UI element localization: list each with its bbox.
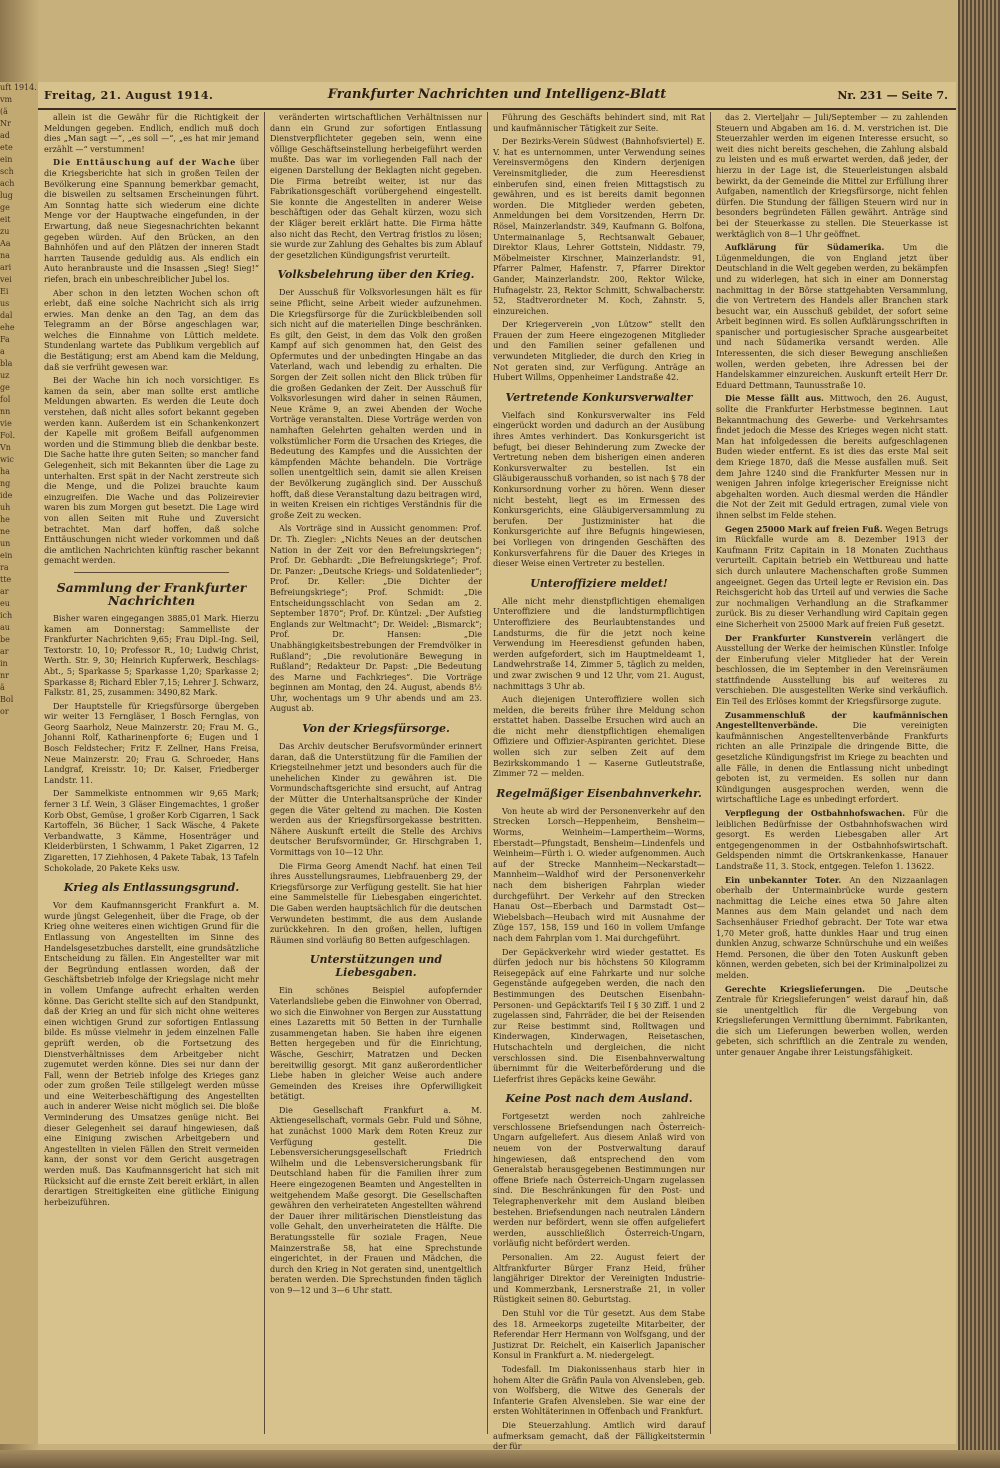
stub-line: dal: [0, 311, 13, 320]
article-text: Der Bezirks-Verein Südwest (Bahnhofsviertel) E. V. hat es unternommen, unter Verwendung seines Vereinsvermögens den Kindern derjenigen Vereinsmitglieder, die zum Heeresdienst einberufen sind, einen freien Mittagstisch zu gewähren, und es ist bereits damit begonnen worden. Die Mitglieder werden gebeten, Anmeldungen bei dem Vorsitzenden, Herrn Dr. Rösel, Mainzerlandstr. 349, Kaufmann G. Bolfona, Untermainanlage 5, Rechtsanwalt Gebauer, Direktor Klaus, Lehrer Gottstein, Niddastr. 79, Möbelmeister Kirschner, Mainzerlandstr. 91, Pfarrer Palmer, Hafenstr. 7, Pfarrer Direktor Gander, Mainzerlandstr. 200, Rektor Wilcke, Hufnagelstr. 23, Rektor Schmitt, Schwalbacherstr. 52, Stadtverordneter M. Koch, Zahnstr. 5, einzureichen.: [493, 136, 705, 316]
article-text: Fortgesetzt werden noch zahlreiche verschlossene Briefsendungen nach Österreich-Ungarn aufgeliefert. Aus diesem Anlaß wird von neuem von der Postverwaltung darauf hingewiesen, daß entsprechend den vom Generalstab herausgegebenen Bestimmungen nur offene Briefe nach Österreich-Ungarn zugelassen sind. Die Beschränkungen für den Post- und Telegraphenverkehr mit dem Ausland bleiben bestehen. Briefsendungen nach neutralen Ländern werden nur befördert, wenn sie offen aufgeliefert werden, ausschließlich Österreich-Ungarn, vorläufig nicht befördert werden.: [493, 1111, 705, 1249]
newspaper-page: [38, 82, 956, 1452]
page-number: Nr. 231 — Seite 7.: [837, 89, 948, 102]
column-rule: [487, 112, 488, 1434]
stub-line: nn: [0, 407, 11, 416]
article-text: Bisher waren eingegangen 3885,01 Mark. Hierzu kamen am Donnerstag: Sammelliste der Frankfurter Nachrichten 9,65; Frau Dipl.-Ing. Seil, Textorstr. 10, 10; Professor R., 10; Ludwig Christ, Werth. Str. 9, 30; Heinrich Kupferwerk, Beschlags-Abt., 5; Sparkasse 5; Sparkasse 1,20; Sparkasse 2; Sparkasse 8; Richard Ebler 7,15; Lehrer J. Schwarz, Falkstr. 81, 25, zusammen: 3490,82 Mark.: [44, 612, 259, 698]
issue-date: Freitag, 21. August 1914.: [44, 89, 214, 102]
article-text: Die Steuerzahlung. Amtlich wird darauf aufmerksam gemacht, daß der Fälligkeitstermin der für: [493, 1419, 705, 1452]
article-text: [44, 157, 259, 284]
article-text: Von heute ab wird der Personenverkehr auf den Strecken Lorsch—Heppenheim, Bensheim—Worms, Weinheim—Lampertheim—Worms, Eberstadt—Pfungstadt, Bensheim—Lindenfels und Weinheim—Fürth i. O. wieder aufgenommen. Auch auf der Strecke Mannheim—Neckarstadt—Mannheim—Waldhof wird der Personenverkehr nach dem bisherigen Fahrplan wieder durchgeführt. Der Verkehr auf den Strecken Hanau Ost—Eberbach und Darmstadt Ost—Wiebelsbach—Heubach wird mit Ausnahme der Züge 157, 158, 159 und 160 in vollem Umfange nach dem Fahrplan vom 1. Mai durchgeführt.: [493, 805, 705, 943]
column-2: [270, 112, 482, 1436]
stub-line: ete: [0, 143, 13, 152]
stub-line: ein: [0, 551, 13, 560]
article-text: das 2. Vierteljahr — Juli/September — zu zahlenden Steuern und Abgaben am 16. d. M. verstrichen ist. Die Steuerzahler werden im eigenen Interesse ersucht, so weit dies nicht bereits geschehen, die Zahlung alsbald zu leisten und es muß erwartet werden, daß jeder, der hierzu in der Lage ist, die Steuerleistungen alsbald bewirkt, da der Gemeinde die Mittel zur Erfüllung ihrer Aufgaben, namentlich der Kriegsfürsorge, nicht fehlen dürfen. Die Stundung der fälligen Steuern wird nur in besonders begründeten Fällen gewährt. Anträge sind bei der Steuerkasse zu stellen. Die Steuerkasse ist werktäglich von 8—1 Uhr geöffnet.: [716, 112, 948, 239]
article-lead: Ein unbekannter Toter.: [725, 874, 842, 885]
stub-line: ar: [0, 587, 9, 596]
article-text: An den Nizzaanlagen oberhalb der Untermainbrücke wurde gestern nachmittag die Leiche eines etwa 50 Jahre alten Mannes aus dem Main gelandet und nach dem Sachsenhäuser Friedhof gebracht. Der Tote war etwa 1,70 Meter groß, hatte dunkles Haar und trug einen dunklen Anzug, schwarze Schnürschuhe und ein weißes Hemd. Personen, die über den Toten Auskunft geben können, werden gebeten, sich bei der Kriminalpolizei zu melden.: [716, 874, 948, 980]
article-text: Die vereinigten kaufmännischen Angestelltenverbände Frankfurts richten an alle Prinzipale die dringende Bitte, die gesetzliche Kündigungsfrist im Kriege zu beachten und alle Fälle, in denen die Entlassung nicht unbedingt geboten ist, zu vermeiden. Es sollen nur dann Kündigungen ausgesprochen werden, wenn die wirtschaftliche Lage es unbedingt erfordert.: [716, 720, 948, 805]
stub-line: ge: [0, 383, 10, 392]
column-4: [716, 112, 948, 1436]
stub-line: vei: [0, 275, 12, 284]
stub-line: ad: [0, 131, 10, 140]
stub-line: ä: [0, 683, 5, 692]
stub-line: Vn: [0, 443, 11, 452]
article-lead: Gegen 25000 Mark auf freien Fuß.: [725, 523, 883, 534]
stub-line: ge: [0, 203, 10, 212]
stub-line: eit: [0, 215, 11, 224]
article-text: [716, 984, 948, 1058]
stub-line: bla: [0, 359, 13, 368]
headline: Unterstützungen und Liebesgaben.: [309, 953, 443, 980]
article-text: Alle nicht mehr dienstpflichtigen ehemaligen Unteroffiziere und die landsturmpflichtigen Unteroffiziere des Beurlaubtenstandes und Landsturms, die für die jetzt noch keine Verwendung im Heeresdienst gefunden haben, werden aufgefordert, sich im Hauptmeldeamt 1, Landwehrstraße 14, Zimmer 5, täglich zu melden, und zwar zwischen 9 und 12 Uhr, vom 21. August, nachmittags 3 Uhr ab.: [493, 595, 705, 691]
article-text: Ein schönes Beispiel aufopfernder Vaterlandsliebe geben die Einwohner von Oberrad, wo sich die Einwohner von Bergen zur Ausstattung eines Lazaretts mit 50 Betten in der Turnhalle zusammengetan haben. Sie haben ihre eigenen Betten hergegeben und für die Einrichtung, Wäsche, Geschirr, Matratzen und Decken bereitwillig gesorgt. Mit ganz außerordentlicher Liebe haben in gleicher Weise auch andere Gemeinden des Kreises ihre Opferwilligkeit betätigt.: [270, 985, 482, 1102]
stub-line: uh: [0, 503, 11, 512]
column-rule: [710, 112, 711, 1434]
stub-line: us: [0, 299, 10, 308]
column-rule: [264, 112, 265, 1434]
stub-line: ra: [0, 563, 9, 572]
stub-line: zu: [0, 227, 10, 236]
article-text: verlängert die Ausstellung der Werke der heimischen Künstler. Infolge der Einberufung vieler Mitglieder hat der Verein beschlossen, die im September in den Vereinsräumen stattfindende Ausstellung bis auf weiteres zu verschieben. Die ausgestellten Werke sind verkäuflich. Ein Teil des Erlöses kommt der Kriegsfürsorge zugute.: [716, 632, 948, 707]
article-text: Vor dem Kaufmannsgericht Frankfurt a. M. wurde jüngst Gelegenheit, über die Frage, ob der Krieg ohne weiteres einen wichtigen Grund für die Entlassung von Angestellten im Sinne des Handelsgesetzbuches darstellt, eine grundsätzliche Entscheidung zu fällen. Ein Angestellter war mit der Begründung entlassen worden, daß der Geschäftsbetrieb infolge der Kriegslage nicht mehr in vollem Umfange aufrecht erhalten werden könne. Das Gericht stellte sich auf den Standpunkt, daß der Krieg an und für sich nicht ohne weiteres einen wichtigen Grund zur sofortigen Entlassung bilde. Es müsse vielmehr in jedem einzelnen Falle geprüft werden, ob die Fortsetzung des Dienstverhältnisses dem Arbeitgeber nicht zugemutet werden könne. Dies sei nur dann der Fall, wenn der Betrieb infolge des Krieges ganz oder zum großen Teile stillgelegt werden müsse und eine Weiterbeschäftigung des Angestellten auch in anderer Weise nicht möglich sei. Die bloße Verminderung des Umsatzes genüge nicht. Bei dieser Gelegenheit sei darauf hingewiesen, daß eine Einigung zwischen Arbeitgebern und Angestellten in vielen Fällen den Streit vermeiden kann, der sonst vor dem Gericht ausgetragen werden muß. Das Kaufmannsgericht hat sich mit Rücksicht auf die ernste Zeit bereit erklärt, in allen derartigen Streitigkeiten eine gütliche Einigung herbeizuführen.: [44, 900, 259, 1207]
stub-line: lug: [0, 191, 13, 200]
stub-line: tte: [0, 575, 12, 584]
stub-line: Ei: [0, 287, 9, 296]
stub-line: ach: [0, 179, 15, 188]
stub-line: Aa: [0, 239, 11, 248]
article-text: Für die leiblichen Bedürfnisse der Ostbahnhofswachen wird gesorgt. Es werden Liebesgaben aller Art entgegengenommen in der Ostbahnhofswirtschaft. Geldspenden nimmt die Ortskrankenkasse, Hanauer Landstraße 11, 3. Stock, entgegen. Telefon 1. 13622.: [716, 808, 948, 871]
article-text: über die Kriegsberichte hat sich in großen Teilen der Bevölkerung eine Spannung bemerkbar gemacht, die bisweilen zu seltsamen Erscheinungen führt. Am Sonntag hatte sich wiederum eine dichte Menge vor der Hauptwache eingefunden, in der Erwartung, daß neue Siegesnachrichten bekannt gegeben würden. Auf den Brücken, an den Bahnhöfen und auf den Plätzen der inneren Stadt harrten Tausende geduldig aus. Als endlich ein Auto heranbrauste und die Insassen „Sieg! Sieg!“ riefen, brach ein unbeschreiblicher Jubel los.: [44, 157, 260, 284]
article-lead: Aufklärung für Südamerika.: [725, 242, 885, 253]
stub-line: Fa: [0, 335, 10, 344]
article-lead: Der Frankfurter Kunstverein: [725, 632, 872, 643]
article-text: Führung des Geschäfts behindert sind, mit Rat und kaufmännischer Tätigkeit zur Seite.: [493, 112, 705, 133]
stub-line: or: [0, 707, 9, 716]
stub-line: wic: [0, 455, 14, 464]
headline: Regelmäßiger Eisenbahnverkehr.: [496, 786, 702, 800]
headline: Sammlung der Frankfurter Nachrichten: [56, 579, 247, 608]
stub-line: un: [0, 539, 11, 548]
stub-line: uz: [0, 371, 10, 380]
article-text: [716, 393, 948, 520]
article-text: Vielfach sind Konkursverwalter ins Feld eingerückt worden und dadurch an der Ausübung ihres Amtes verhindert. Das Konkursgericht ist befugt, bei dieser Behinderung zum Zwecke der Vertretung neben dem bisherigen einen anderen Konkursverwalter zu bestellen. Ist ein Gläubigerausschuß vorhanden, so ist nach § 78 der Konkursordnung vorher zu hören. Wenn dieser nicht besteht, liegt es im Ermessen des Konkursgerichts, eine Gläubigerversammlung zu berufen. Der Justizminister hat die Konkursgerichte auf ihre Befugnis hingewiesen, bei Vorliegen von dringenden Geschäften des Konkursverfahrens für die Dauer des Krieges in dieser Weise einen Vertreter zu bestellen.: [493, 409, 705, 569]
divider: [74, 572, 229, 573]
stub-line: (ä: [0, 107, 8, 116]
headline: Volksbelehrung über den Krieg.: [277, 268, 475, 282]
article-text: Der Gepäckverkehr wird wieder gestattet. Es dürfen jedoch nur bis höchstens 50 Kilogramm Reisegepäck auf eine Fahrkarte und nur solche Gegenstände aufgegeben werden, die nach den Bestimmungen des Deutschen Eisenbahn-Personen- und Gepäcktarifs Teil I § 30 Ziff. 1 und 2 zugelassen sind, Fahrräder, die bei der Reisenden zur Reise bestimmt sind, Rolltwagen und Kinderwagen, Kinderwagen, Reisetaschen, Hutschachteln und dergleichen, die nicht verschlossen sind. Die Eisenbahnverwaltung übernimmt für die Weiterbeförderung und die Lieferfrist ihres Gepäcks keine Gewähr.: [493, 946, 705, 1084]
stub-line: Bol: [0, 695, 14, 704]
article-text: [716, 524, 948, 630]
newspaper-title: Frankfurter Nachrichten und Intelligenz-Blatt: [327, 87, 667, 102]
page-edges: [958, 0, 1000, 1468]
article-text: Den Stuhl vor die Tür gesetzt. Aus dem Stabe des 18. Armeekorps zugeteilte Mitarbeiter, der Referendar Herr Hermann von Wolfsgang, und der Justizrat Dr. Reichelt, ein Kaiserlich Japanischer Konsul in Frankfurt a. M. niedergelegt.: [493, 1307, 705, 1361]
stub-line: ha: [0, 467, 10, 476]
stub-line: vm: [0, 95, 13, 104]
article-text: Auch diejenigen Unteroffiziere wollen sich melden, die bereits früher ihre Meldung schon erstattet haben. Dasselbe Ersuchen wird auch an die nicht mehr dienstpflichtigen ehemaligen Offiziere und Offizier-Aspiranten gerichtet. Diese wollen sich zur selben Zeit auf dem Bezirkskommando 1 — Kaserne Gutleutstraße, Zimmer 72 — melden.: [493, 694, 705, 779]
stub-line: nr: [0, 671, 9, 680]
stub-line: ich: [0, 611, 13, 620]
article-lead: Gerechte Kriegslieferungen.: [725, 983, 865, 994]
article-text: [716, 710, 948, 805]
headline: Von der Kriegsfürsorge.: [302, 722, 450, 736]
stub-line: sch: [0, 167, 14, 176]
stub-line: ng: [0, 479, 11, 488]
stub-line: na: [0, 251, 10, 260]
article-text: [716, 875, 948, 981]
stub-line: be: [0, 635, 10, 644]
article-lead: Verpflegung der Ostbahnhofswachen.: [725, 808, 906, 818]
article-lead: Die Messe fällt aus.: [725, 393, 824, 404]
article-text: Der Kriegerverein „von Lützow“ stellt den Frauen der zum Heere eingezogenen Mitglieder und den Familien seiner gefallenen und verwundeten Mitglieder, die durch den Krieg in Not geraten sind, zur Verfügung. Anträge an Hubert Willms, Oppenheimer Landstraße 42.: [493, 319, 705, 383]
article-text: allein ist die Gewähr für die Richtigkeit der Meldungen gegeben. Endlich, endlich muß doch dies „Man sagt —“, „es soll —“, „es hat mir jemand erzählt —“ verstummen!: [44, 112, 259, 154]
article-lead: Die Enttäuschung auf der Wache: [53, 157, 237, 168]
article-text: Todesfall. Im Diakonissenhaus starb hier in hohem Alter die Gräfin Paula von Alvensleben, geb. von Wolfsberg, die Witwe des Generals der Infanterie Grafen Alvensleben. Sie war eine der ersten Wohltäterinnen in Offenbach und Frankfurt.: [493, 1363, 705, 1417]
stub-line: in: [0, 659, 8, 668]
headline: Krieg als Entlassungsgrund.: [63, 881, 240, 895]
article-text: [716, 633, 948, 707]
article-text: Bei der Wache hin ich noch vorsichtiger. Es kamen da sein, aber man sollte erst amtliche Meldungen abwarten. Es werden die Leute doch verstehen, daß nicht alles sofort bekannt gegeben werden kann. Außerdem ist ein Schankenkonzert der Kapelle mit großem Beifall aufgenommen worden und die Stimmung blieb die denkbar beste. Die Sache hatte ihre guten Seiten; so mancher fand Gelegenheit, sich mit Bekannten über die Lage zu unterhalten. Erst spät in der Nacht zerstreute sich die Menge, und die Polizei brauchte kaum einzugreifen. Die Wache und das Polizeirevier waren bis zum Morgen gut besetzt. Die Lage wird von allen Seiten mit Ruhe und Zuversicht betrachtet. Man darf hoffen, daß solche Enttäuschungen nicht wieder vorkommen und daß die amtlichen Nachrichten künftig rascher bekannt gemacht werden.: [44, 375, 259, 566]
stub-line: eu: [0, 599, 10, 608]
stub-line: Nr: [0, 119, 11, 128]
headline: Vertretende Konkursverwalter: [505, 390, 693, 404]
masthead: [38, 82, 956, 110]
article-lead: Zusammenschluß der kaufmännischen Angestelltenverbände.: [716, 709, 948, 731]
article-text: Das Archiv deutscher Berufsvormünder erinnert daran, daß die Unterstützung für die Familien der Kriegsteilnehmer jetzt und besonders auch für die unehelichen Kinder zu gewähren ist. Die Vormundschaftsgerichte sind ersucht, auf Antrag der Mütter die Unterhaltsansprüche der Kinder gegen die Väter geltend zu machen. Die Kosten werden aus der Kriegsfürsorgekasse bestritten. Nähere Auskunft erteilt die Stelle des Archivs deutscher Berufsvormünder, Gr. Hirschgraben 1, Vormittags von 10—12 Uhr.: [270, 741, 482, 857]
stub-line: ari: [0, 263, 12, 272]
stub-line: Fol.: [0, 431, 16, 440]
article-text: Personalien. Am 22. August feiert der Altfrankfurter Bürger Franz Heid, früher langjähriger Direktor der Vereinigten Industrie- und Kommerzbank, Lersnerstraße 21, in voller Rüstigkeit seinen 80. Geburtstag.: [493, 1252, 705, 1305]
stub-line: ne: [0, 527, 10, 536]
article-text: Die Firma Georg Amendt Nachf. hat einen Teil ihres Ausstellungsraumes, Liebfrauenberg 29, der Kriegsfürsorge zur Verfügung gestellt. Sie hat hier eine Sammelstelle für Liebesgaben eingerichtet. Die Gaben werden hauptsächlich für die deutschen Verwundeten bestimmt, die aus dem Auslande zurückkehren. In den großen, hellen, luftigen Räumen sind vorläufig 80 Betten aufgeschlagen.: [270, 860, 482, 945]
stub-line: a: [0, 347, 5, 356]
article-text: Mittwoch, den 26. August, sollte die Frankfurter Herbstmesse beginnen. Laut Bekanntmachung des Gewerbe- und Verkehrsamtes findet jedoch die Messe des Krieges wegen nicht statt. Man hat infolgedessen die bereits aufgeschlagenen Buden wieder entfernt. Es ist dies das erste Mal seit dem Kriege 1870, daß die Messe ausfallen muß. Seit dem Jahre 1240 sind die Frankfurter Messen nur in wenigen Jahren infolge kriegerischer Ereignisse nicht abgehalten worden. Auch diesmal werden die Händler die Not der Zeit mit Geduld ertragen, zumal viele von ihnen selbst im Felde stehen.: [716, 393, 948, 520]
previous-page-stub: [0, 82, 38, 1444]
article-text: Die Gesellschaft Frankfurt a. M. Aktiengesellschaft, vormals Gebr. Fuld und Söhne, hat zunächst 1000 Mark dem Roten Kreuz zur Verfügung gestellt. Die Lebensversicherungsgesellschaft Friedrich Wilhelm und die Lebensversicherungsbank für Deutschland haben für die Familien ihrer zum Heere eingezogenen Beamten und Angestellten in weitgehendem Maße gesorgt. Die Gesellschaften gewähren den verheirateten Angestellten während der Dauer ihrer militärischen Dienstleistung das volle Gehalt, den unverheirateten die Hälfte. Die Beratungsstelle für soziale Fragen, Neue Mainzerstraße 58, hat eine Sprechstunde eingerichtet, in der Frauen und Mädchen, die durch den Krieg in Not geraten sind, unentgeltlich beraten werden. Die Sprechstunden finden täglich von 9—12 und 3—6 Uhr statt.: [270, 1104, 482, 1295]
stub-line: ein: [0, 155, 13, 164]
headline: Keine Post nach dem Ausland.: [505, 1092, 693, 1106]
stub-line: uft 1914.: [0, 83, 37, 92]
bottom-edge: [0, 1450, 1000, 1468]
stub-line: he: [0, 515, 10, 524]
article-text: Der Sammelkiste entnommen wir 9,65 Mark; ferner 3 Lf. Wein, 3 Gläser Eingemachtes, 1 großer Korb Obst, Gemüse, 1 großer Korb Cigarren, 1 Sack Kartoffeln, 36 Bücher, 1 Sack Wäsche, 4 Pakete Verbandwatte, 3 Kämme, Hosenträger und Kleiderbürsten, 1 Schwamm, 1 Paket Zigarren, 12 Zigaretten, 17 Ziehhosen, 4 Pakete Tabak, 13 Tafeln Schokolade, 20 Pakete Keks usw.: [44, 788, 259, 873]
article-text: [716, 808, 948, 872]
headline: Unteroffiziere meldet!: [530, 576, 668, 590]
stub-line: ide: [0, 491, 13, 500]
stub-line: au: [0, 623, 10, 632]
article-text: Aber schon in den letzten Wochen schon oft erlebt, daß eine solche Nachricht sich als irrig erwies. Man denke an den Tag, an dem das Telegramm an der Börse angeschlagen war, welches die Einnahme von Lüttich meldete. Stundenlang wartete das Publikum vergeblich auf die Bestätigung; erst am Abend kam die Meldung, daß sie verfrüht gewesen war.: [44, 287, 259, 372]
article-text: Der Hauptstelle für Kriegsfürsorge übergeben wir weiter 13 Ferngläser, 1 Bosch Fernglas, von Georg Saarholz, Neue Mainzerstr. 20; Frau M. G., Johanni Rolf, Katharinenpforte 6; Eugen und 1 Bosch Feldstecher; Fritz F. Zellner, Hans Freisa, Neue Mainzerstr. 20; Frau G. Schroeder, Hans Landgraf, Kreisstr. 10; Dr. Kaiser, Friedberger Landstr. 11.: [44, 700, 259, 785]
article-text: [716, 242, 948, 390]
column-1: [44, 112, 259, 1436]
article-text: Wegen Betrugs im Rückfalle wurde am 8. Dezember 1913 der Kaufmann Fritz Capitain in 18 Monaten Zuchthaus verurteilt. Capitain betrieb ein Wettbureau und hatte sich durch unlautere Machenschaften große Summen angeeignet. Gegen das Urteil legte er Revision ein. Das Reichsgericht hob das Urteil auf und verwies die Sache zur nochmaligen Verhandlung an die Strafkammer zurück. Bis zu dieser Verhandlung wird Capitain gegen eine Sicherheit von 25000 Mark auf freien Fuß gesetzt.: [716, 523, 948, 629]
article-text: Als Vorträge sind in Aussicht genommen: Prof. Dr. Th. Ziegler: „Nichts Neues an der deutschen Nation in der Zeit vor den Befreiungskriegen“; Prof. Dr. Gebhardt: „Die Befreiungskriege“; Prof. Dr. Panzer: „Deutsche Kriegs- und Soldatenlieder“; Prof. Dr. Keller: „Die Dichter der Befreiungskriege“; Prof. Schmidt: „Die Entscheidungsschlacht von Sedan am 2. September 1870“; Prof. Dr. Küntzel: „Der Aufstieg Englands zur Weltmacht“; Dr. Weidel: „Bismarck“; Prof. Dr. Hansen: „Die Unabhängigkeitsbestrebungen der Fremdvölker in Rußland“; „Die revolutionäre Bewegung in Rußland“; Redakteur Dr. Papst: „Die Bedeutung des Marne und Fachkrieges“. Die Vorträge beginnen am Montag, den 24. August, abends 8½ Uhr, wochentags um 9 Uhr abends und am 23. August ab.: [270, 523, 482, 714]
stub-line: vie: [0, 419, 12, 428]
stub-line: ehe: [0, 323, 15, 332]
article-text: veränderten wirtschaftlichen Verhältnissen nur dann ein Grund zur sofortigen Entlassung Dienstverpflichteter gegeben sein, wenn eine völlige Geschäftseinstellung herbeigeführt werden mußte. Das war im vorliegenden Fall nach der eigenen Darstellung der Beklagten nicht gegeben. Die Firma betreibt weiter, ist nur das Fabrikationsgeschäft vorübergehend eingestellt. Sie konnte die Angestellten in anderer Weise beschäftigen oder das Gehalt kürzen, wozu sich der Kläger bereit erklärt hatte. Die Firma hätte also nicht das Recht, den Vertrag fristlos zu lösen; sie wurde zur Zahlung des Gehaltes bis zum Ablauf der gesetzlichen Kündigungsfrist verurteilt.: [270, 112, 482, 260]
article-text: Um die Lügenmeldungen, die von England jetzt über Deutschland in die Welt gegeben werden, zu bekämpfen und zu widerlegen, hat sich in einer am Donnerstag nachmittag in der Börse stattgehabten Versammlung, die von Vertretern des Handels aller Branchen stark besucht war, ein Ausschuß gebildet, der sofort seine Arbeit beginnen wird. Es sollen Aufklärungsschriften in spanischer und portugiesischer Sprache ausgearbeitet und nach Südamerika versandt werden. Alle Interessenten, die sich dieser Bewegung anschließen wollen, werden gebeten, ihre Adressen bei der Handelskammer einzureichen. Auskunft erteilt Herr Dr. Eduard Dettmann, Taunusstraße 10.: [716, 242, 948, 390]
article-text: Die „Deutsche Zentrale für Kriegslieferungen“ weist darauf hin, daß sie unentgeltlich für die Vergebung von Kriegslieferungen Vermittlung übernimmt. Fabrikanten, die sich um Lieferungen bewerben wollen, werden gebeten, sich schriftlich an die Zentrale zu wenden, unter genauer Angabe ihrer Leistungsfähigkeit.: [716, 983, 948, 1058]
stub-line: ar: [0, 647, 9, 656]
stub-line: fol: [0, 395, 11, 404]
article-text: Der Ausschuß für Volksvorlesungen hält es für seine Pflicht, seine Arbeit wieder aufzunehmen. Die Kriegsfürsorge für die Zurückbleibenden soll sich nicht auf die materiellen Dinge beschränken. Es gilt, den Geist, in dem das Volk den großen Kampf auf sich genommen hat, den Geist des Opfermutes und der unbedingten Hingabe an das Vaterland, wach und lebendig zu erhalten. Die Sorgen der Zeit sollen nicht den Blick trüben für die großen Gedanken der Zeit. Der Ausschuß für Volksvorlesungen wird daher in seinen Räumen, Neue Kräme 9, an zwei Abenden der Woche Vorträge veranstalten. Diese Vorträge werden von namhaften Gelehrten gehalten werden und in volkstümlicher Form die Ursachen des Krieges, die Bedeutung des Kampfes und die Aussichten der kämpfenden Mächte behandeln. Die Vorträge sollen unentgeltlich sein, damit sie allen Kreisen der Bevölkerung zugänglich sind. Der Ausschuß hofft, daß diese Veranstaltung dazu beitragen wird, in weiten Kreisen ein richtiges Verständnis für die große Zeit zu wecken.: [270, 287, 482, 520]
column-3: [493, 112, 705, 1452]
